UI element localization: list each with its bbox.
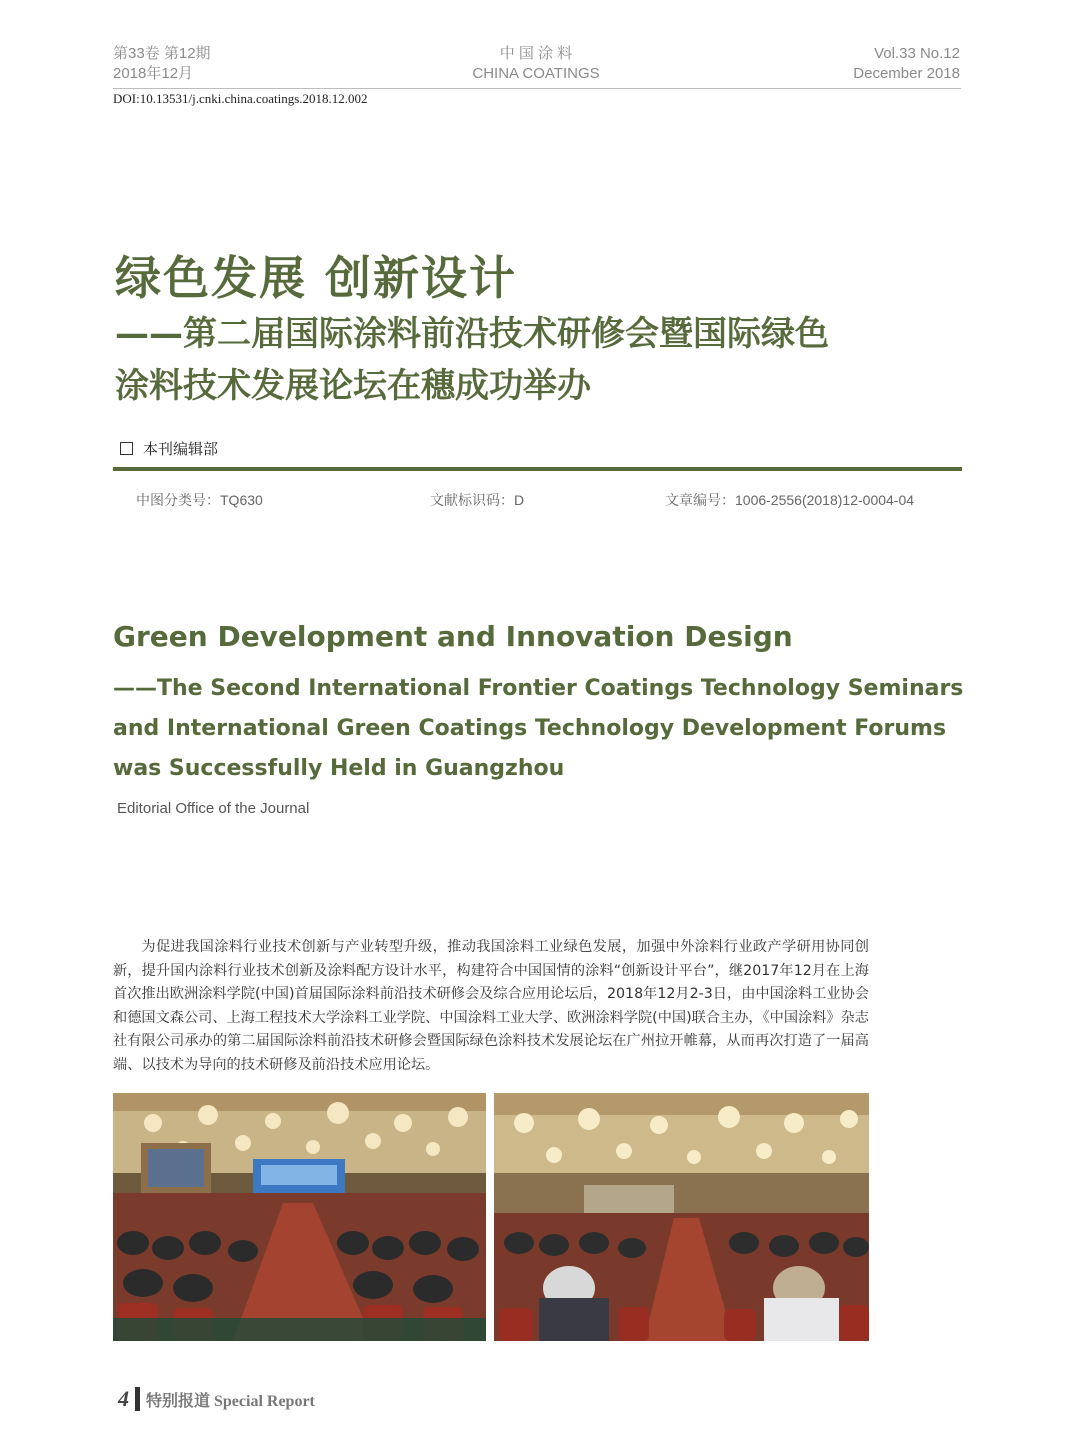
title-en-main: Green Development and Innovation Design: [113, 620, 793, 653]
footer-bar: [135, 1387, 140, 1411]
body-paragraph: 为促进我国涂料行业技术创新与产业转型升级，推动我国涂料工业绿色发展，加强中外涂料行业政产学研用协同创新，提升国内涂料行业技术创新及涂料配方设计水平，构建符合中国国情的涂料“创新设计平台”，继2017年12月在上海首次推出欧洲涂料学院(中国)首届国际涂料前沿技术研修会及综合应用论坛后，2018年12月2-3日，由中国涂料工业协会和德国文森公司、上海工程技术大学涂料工业学院、中国涂料工业大学、欧洲涂料学院(中国)联合主办，《中国涂料》杂志社有限公司承办的第二届国际涂料前沿技术研修会暨国际绿色涂料技术发展论坛在广州拉开帷幕，从而再次打造了一届高端、以技术为导向的技术研修及前沿技术应用论坛。: [113, 939, 869, 1073]
volume-issue-cn: 第33卷 第12期: [113, 45, 211, 62]
title-cn-sub-line1: ——第二届国际涂料前沿技术研修会暨国际绿色: [115, 314, 829, 354]
journal-volume-en: [853, 44, 960, 84]
header-divider: [113, 88, 961, 89]
date-cn: 2018年12月: [113, 65, 194, 82]
author-cn: 本刊编辑部: [143, 440, 219, 458]
square-bullet-icon: [120, 442, 133, 455]
title-divider: [113, 467, 962, 471]
author-en: Editorial Office of the Journal: [117, 800, 310, 817]
article-number: 文章编号：1006-2556(2018)12-0004-04: [665, 492, 915, 508]
title-en-sub-line1: ——The Second International Frontier Coatings Technology Seminars: [113, 676, 964, 701]
conference-photo-right: [494, 1093, 869, 1341]
page-number: 4: [118, 1386, 129, 1411]
title-cn-main: 绿色发展 创新设计: [115, 251, 518, 305]
author-cn-block: [120, 438, 218, 459]
title-en-sub-line3: was Successfully Held in Guangzhou: [113, 756, 565, 781]
date-en: December 2018: [853, 65, 960, 82]
conference-photo-left: [113, 1093, 486, 1341]
section-label: 特别报道 Special Report: [146, 1392, 315, 1410]
title-en-sub-line2: and International Green Coatings Technology Development Forums: [113, 716, 947, 741]
document-code: 文献标识码：D: [430, 492, 525, 508]
clc-number: 中图分类号：TQ630: [136, 492, 263, 508]
volume-issue-en: Vol.33 No.12: [874, 45, 960, 62]
doi-link[interactable]: DOI:10.13531/j.cnki.china.coatings.2018.12.002: [113, 91, 368, 106]
page-footer: [118, 1386, 315, 1412]
journal-name-cn: 中 国 涂 料: [499, 45, 573, 62]
journal-name-en: CHINA COATINGS: [472, 65, 600, 82]
title-cn-sub-line2: 涂料技术发展论坛在穗成功举办: [115, 366, 591, 406]
